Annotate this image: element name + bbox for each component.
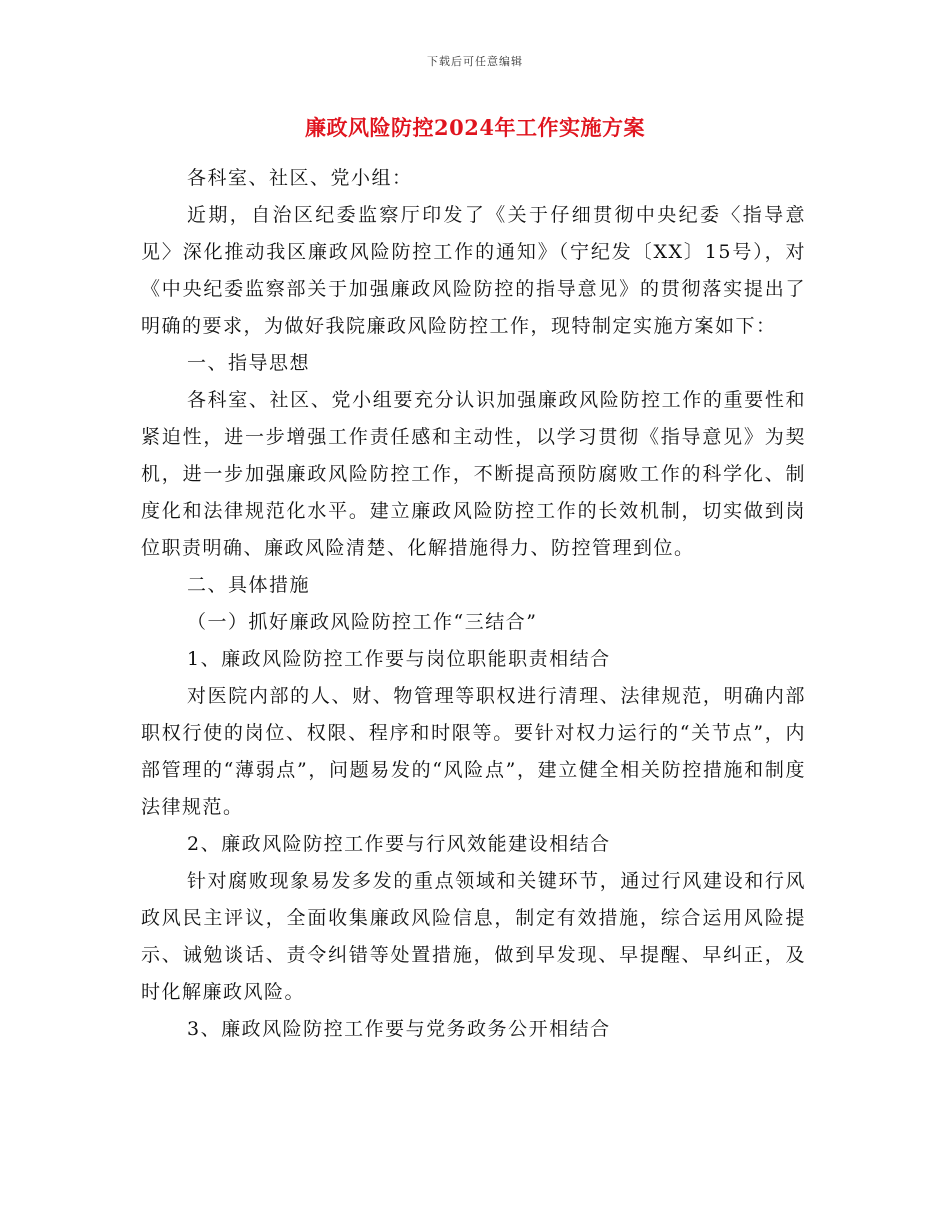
item-heading-3: 3、廉政风险防控工作要与党务政务公开相结合 [187,1018,611,1040]
salutation: 各科室、社区、党小组： [187,167,413,189]
intro-paragraph: 近期，自治区纪委监察厅印发了《关于仔细贯彻中央纪委〈指导意见〉深化推动我区廉政风险防控工作的通知》（宁纪发〔XX〕15号），对《中央纪委监察部关于加强廉政风险防控的指导意见》的贯彻落实提出了明确的要求，为做好我院廉政风险防控工作，现特制定实施方案如下： [141,204,806,337]
subsection-heading-three-combinations: （一）抓好廉政风险防控工作“三结合” [187,611,538,633]
item-heading-1: 1、廉政风险防控工作要与岗位职能职责相结合 [187,648,611,670]
item-heading-2: 2、廉政风险防控工作要与行风效能建设相结合 [187,833,611,855]
guiding-thought-paragraph: 各科室、社区、党小组要充分认识加强廉政风险防控工作的重要性和紧迫性，进一步增强工作责任感和主动性，以学习贯彻《指导意见》为契机，进一步加强廉政风险防控工作，不断提高预防腐败工作的科学化、制度化和法律规范化水平。建立廉政风险防控工作的长效机制，切实做到岗位职责明确、廉政风险清楚、化解措施得力、防控管理到位。 [141,389,806,559]
section-heading-measures: 二、具体措施 [187,574,311,596]
header-note: 下载后可任意编辑 [427,55,523,68]
item-paragraph-1: 对医院内部的人、财、物管理等职权进行清理、法律规范，明确内部职权行使的岗位、权限、程序和时限等。要针对权力运行的“关节点”，内部管理的“薄弱点”，问题易发的“风险点”，建立健全相关防控措施和制度法律规范。 [141,685,806,818]
document-body [141,160,806,1048]
document-title: 廉政风险防控2024年工作实施方案 [305,115,645,140]
section-heading-guiding-thought: 一、指导思想 [187,352,311,374]
item-paragraph-2: 针对腐败现象易发多发的重点领域和关键环节，通过行风建设和行风政风民主评议，全面收集廉政风险信息，制定有效措施，综合运用风险提示、诫勉谈话、责令纠错等处置措施，做到早发现、早提醒、早纠正，及时化解廉政风险。 [141,870,806,1003]
